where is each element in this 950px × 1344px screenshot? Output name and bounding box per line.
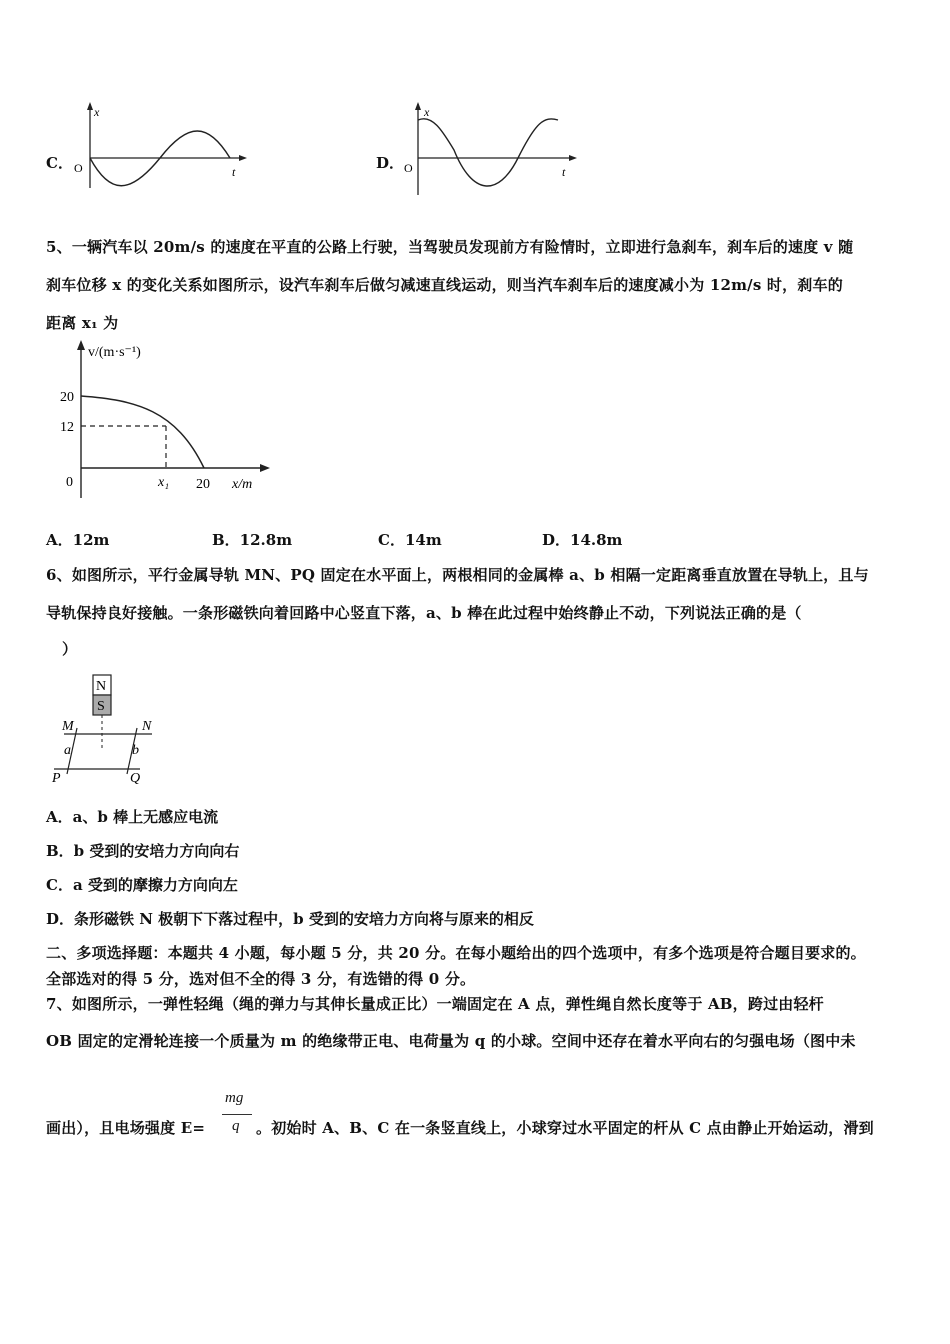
axis-t-label: t <box>562 165 566 179</box>
option-d-graph <box>402 100 592 195</box>
electric-field-fraction <box>222 1090 252 1142</box>
q7-text-line3-end: 。初始时 A、B、C 在一条竖直线上，小球穿过水平固定的杆从 C 点由静止开始运动，滑到 <box>256 1119 874 1137</box>
rail-label-p: P <box>52 771 61 786</box>
section2-instructions-line1: 二、多项选择题：本题共 4 小题，每小题 5 分，共 20 分。在每小题给出的四个选项中，有多个选项是符合题目要求的。 <box>46 944 866 962</box>
y-tick-20: 20 <box>60 390 74 405</box>
q5-text-line3: 距离 x₁ 为 <box>46 314 119 332</box>
x-axis-label: x/m <box>232 477 253 492</box>
x-tick-20: 20 <box>196 477 210 492</box>
q6-text-line2: 导轨保持良好接触。一条形磁铁向着回路中心竖直下落，a、b 棒在此过程中始终静止不动，下列说法正确的是（ <box>46 604 802 622</box>
rail-label-n: N <box>142 719 152 734</box>
q5-option-a[interactable]: A．12m <box>46 531 110 549</box>
x-tick-x1: x₁ <box>158 475 170 490</box>
q5-option-b[interactable]: B．12.8m <box>212 531 293 549</box>
q5-text-line1: 5、一辆汽车以 20m/s 的速度在平直的公路上行驶，当驾驶员发现前方有险情时，立即进行急刹车，刹车后的速度 v 随 <box>46 238 854 256</box>
fraction-numerator: mg <box>225 1090 244 1106</box>
option-d-label: D． <box>376 154 405 172</box>
q4-option-c <box>46 100 266 195</box>
rod-label-b: b <box>132 743 139 758</box>
q6-text-line1: 6、如图所示，平行金属导轨 MN、PQ 固定在水平面上，两根相同的金属棒 a、b 相隔一定距离垂直放置在导轨上，且与 <box>46 566 869 584</box>
option-c-graph <box>72 100 262 195</box>
option-c-label: C． <box>46 154 73 172</box>
q4-option-d <box>376 100 596 195</box>
axis-t-label: t <box>232 165 236 179</box>
q6-option-a[interactable]: A．a、b 棒上无感应电流 <box>46 808 219 826</box>
q5-option-d[interactable]: D．14.8m <box>542 531 623 549</box>
q7-text-line1: 7、如图所示，一弹性轻绳（绳的弹力与其伸长量成正比）一端固定在 A 点，弹性绳自然长度等于 AB，跨过由轻杆 <box>46 995 824 1013</box>
axis-x-label: x <box>94 105 100 119</box>
q6-option-b[interactable]: B．b 受到的安培力方向向右 <box>46 842 240 860</box>
q7-text-line3-start: 画出），且电场强度 E= <box>46 1119 206 1137</box>
q5-velocity-displacement-graph <box>46 338 276 500</box>
rail-label-q: Q <box>130 771 141 786</box>
q6-option-d[interactable]: D．条形磁铁 N 极朝下下落过程中，b 受到的安培力方向将与原来的相反 <box>46 910 534 928</box>
q6-magnet-rails-figure <box>50 672 170 787</box>
fraction-denominator: q <box>232 1118 240 1134</box>
axis-x-label: x <box>424 105 430 119</box>
q6-option-c[interactable]: C．a 受到的摩擦力方向向左 <box>46 876 238 894</box>
q7-text-line2: OB 固定的定滑轮连接一个质量为 m 的绝缘带正电、电荷量为 q 的小球。空间中还存在着水平向右的匀强电场（图中未 <box>46 1032 856 1050</box>
origin-label: 0 <box>66 475 73 490</box>
q5-option-c[interactable]: C．14m <box>378 531 442 549</box>
origin-label: O <box>404 161 413 175</box>
section2-instructions-line2: 全部选对的得 5 分，选对但不全的得 3 分，有选错的得 0 分。 <box>46 970 476 988</box>
fraction-bar <box>222 1114 252 1115</box>
q6-text-line3: ） <box>62 640 78 658</box>
rod-label-a: a <box>64 743 71 758</box>
y-axis-label: v/(m·s⁻¹) <box>88 345 141 360</box>
origin-label: O <box>74 161 83 175</box>
rail-label-m: M <box>62 719 74 734</box>
y-tick-12: 12 <box>60 420 74 435</box>
q5-text-line2: 刹车位移 x 的变化关系如图所示，设汽车刹车后做匀减速直线运动，则当汽车刹车后的速度减小为 12m/s 时，刹车的 <box>46 276 843 294</box>
magnet-s-label: S <box>97 699 105 714</box>
magnet-n-label: N <box>96 679 107 694</box>
